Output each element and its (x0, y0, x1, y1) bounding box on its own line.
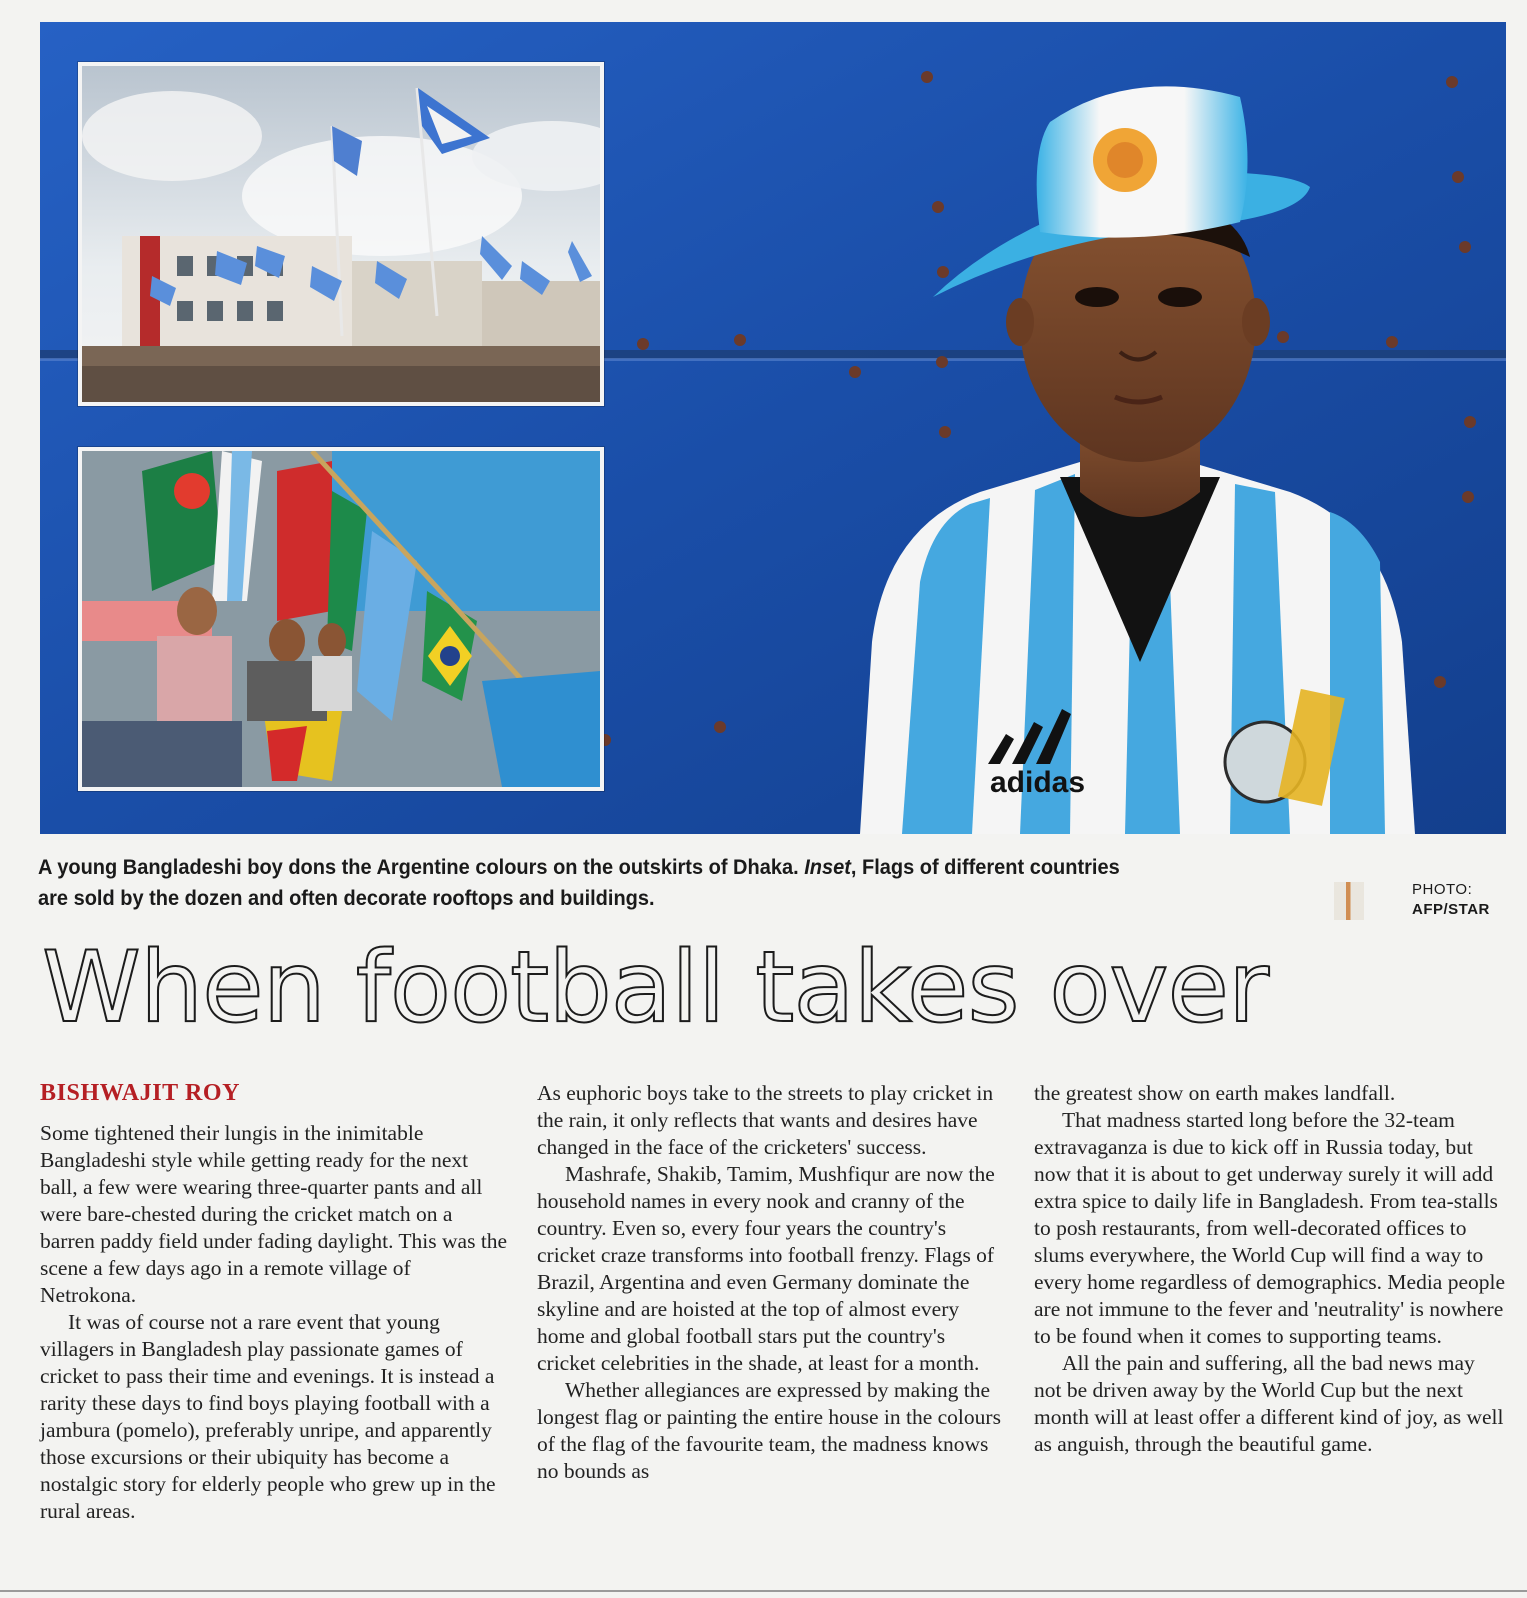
inset-photo-flag-market (78, 447, 604, 791)
inset-photo-rooftop-flags (78, 62, 604, 406)
paragraph: It was of course not a rare event that young villagers in Bangladesh play passionate games of cricket to pass their time and evenings. It is instead a rarity these days to find boys playing football with a jambura (pomelo), preferably unripe, and apparently those excursions or their ubiquity has become a nostalgic story for elderly people who grew up in the rural areas. (40, 1310, 496, 1523)
jersey-brand-text: adidas (990, 766, 1086, 799)
caption-inset-text: , Flags of different countries are sold by the dozen and often decorate rooftops and buildings. (38, 855, 1120, 910)
paragraph: Some tightened their lungis in the inimitable Bangladeshi style while getting ready for the next ball, a few were wearing three-quarter pants and all were bare-chested during the cricket match on a barren paddy field under fading daylight. This was the scene a few days ago in a remote village of Netrokona. (40, 1121, 508, 1307)
caption-main: A young Bangladeshi boy dons the Argentine colours on the outskirts of Dhaka. (38, 855, 799, 879)
photo-credit (1412, 880, 1490, 920)
byline: BISHWAJIT ROY (40, 1080, 241, 1106)
photo-credit-source: AFP/STAR (1412, 901, 1490, 918)
photo-caption (38, 852, 1154, 914)
caption-inset-label: Inset (804, 855, 851, 879)
headline-text: When football takes over (42, 931, 1269, 1045)
paragraph: Whether allegiances are expressed by making the longest flag or painting the entire house in the colours of the flag of the favourite team, the madness knows no bounds as (537, 1378, 1001, 1483)
article-column-2 (537, 1080, 1007, 1485)
photo-credit-marker (1334, 882, 1364, 920)
article-column-3 (1034, 1080, 1506, 1458)
photo-credit-label: PHOTO: (1412, 881, 1473, 898)
paragraph: the greatest show on earth makes landfall. (1034, 1081, 1396, 1105)
paragraph: As euphoric boys take to the streets to play cricket in the rain, it only reflects that wants and desires have changed in the face of the cricketers' success. (537, 1081, 994, 1159)
article-headline (42, 928, 1268, 1048)
main-photo (40, 22, 1506, 834)
article-column-1 (40, 1120, 510, 1525)
paragraph: That madness started long before the 32-team extravaganza is due to kick off in Russia today, but now that it is about to get underway surely it will add extra spice to daily life in Bangladesh. From tea-stalls to posh restaurants, from well-decorated offices to slums everywhere, the World Cup will find a way to every home regardless of demographics. Media people are not immune to the fever and 'neutrality' is nowhere to be found when it comes to supporting teams. (1034, 1108, 1506, 1348)
bottom-rule (0, 1590, 1527, 1592)
paragraph: All the pain and suffering, all the bad news may not be driven away by the World Cup but the next month will at least offer a different kind of joy, as well as anguish, through the beautiful game. (1034, 1351, 1504, 1456)
paragraph: Mashrafe, Shakib, Tamim, Mushfiqur are now the household names in every nook and cranny of the country. Even so, every four years the country's cricket craze transforms into football frenzy. Flags of Brazil, Argentina and even Germany dominate the skyline and are hoisted at the top of almost every home and global football stars put the country's cricket celebrities in the shade, at least for a month. (537, 1162, 995, 1375)
